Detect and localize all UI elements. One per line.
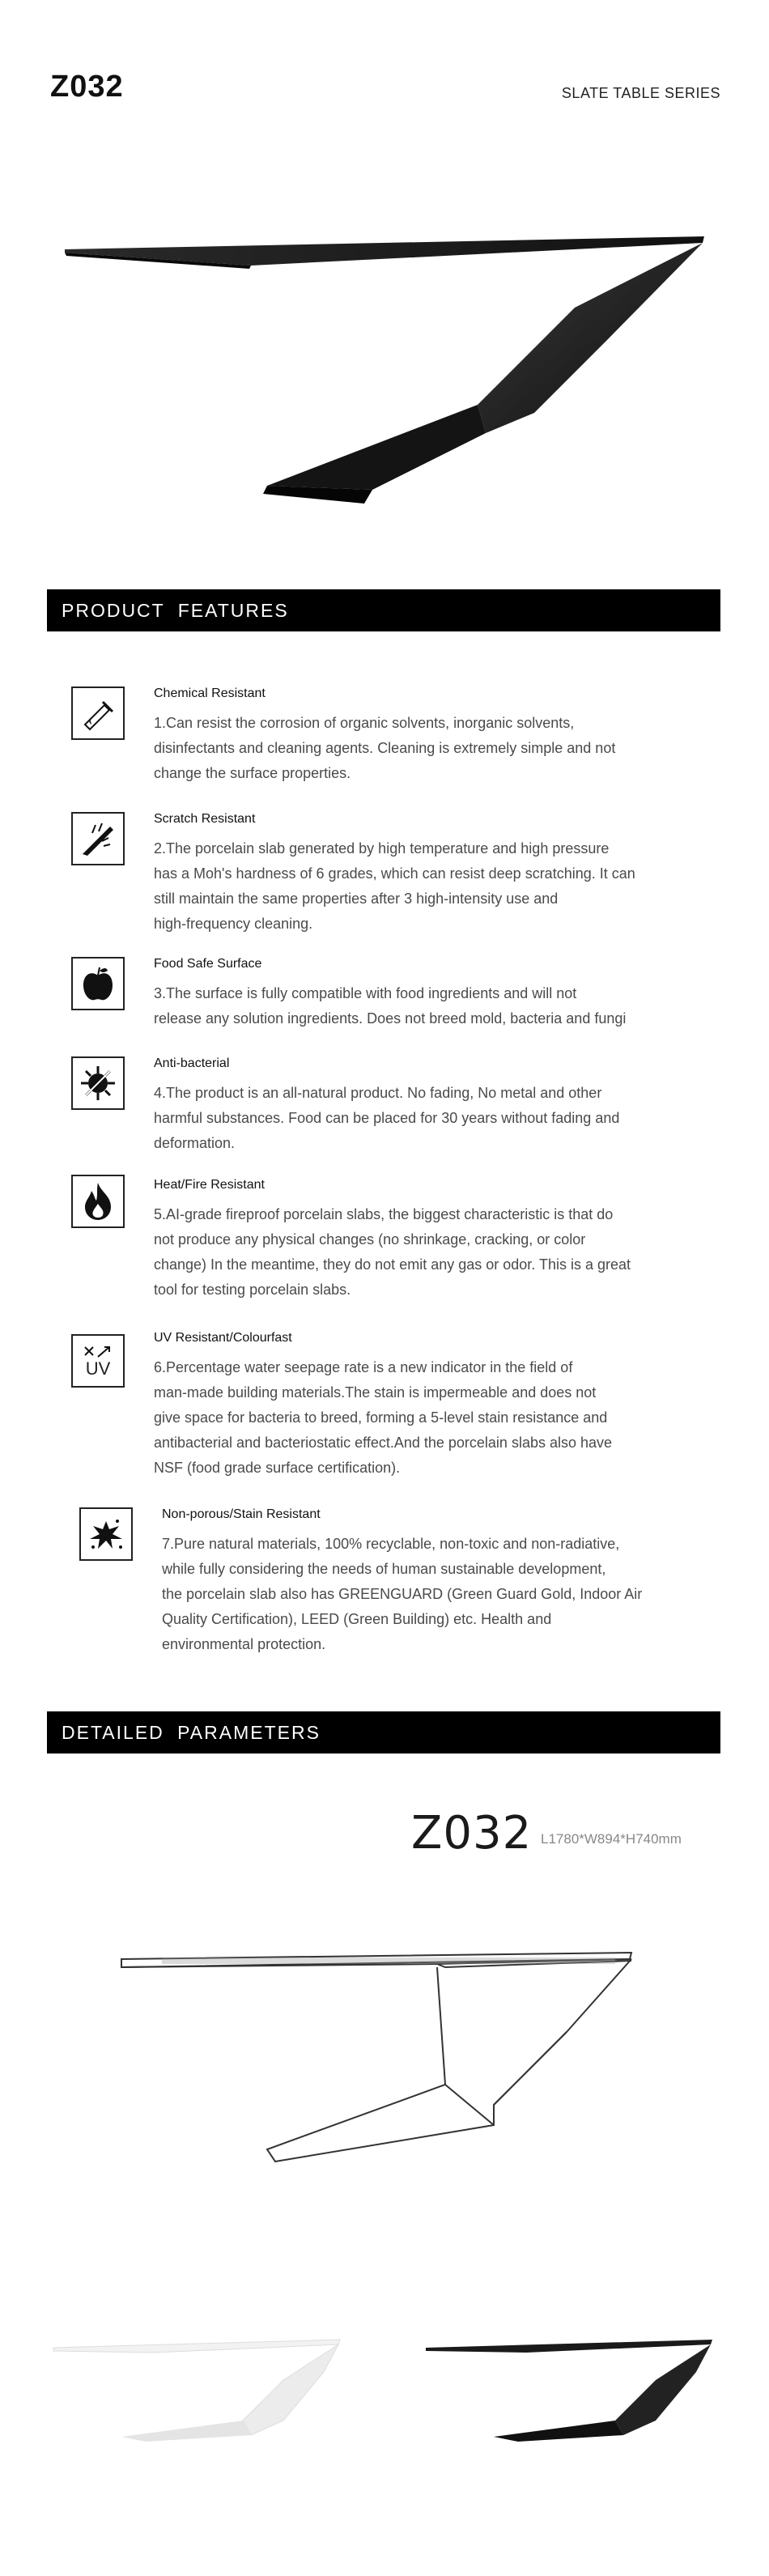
hero-table-image	[57, 219, 712, 518]
feature-stain-resistant	[79, 1507, 703, 1653]
feature-title: Scratch Resistant	[154, 812, 256, 826]
parameter-model-name: Z032	[411, 1807, 533, 1860]
feature-description: 2.The porcelain slab generated by high temperature and high pressure has a Moh's hardness of 6 grades, which can resist deep scratching. It can still maintain the same properties after 3 high-intensity use and high-frequency cleaning.	[154, 840, 635, 932]
bacteria-icon	[71, 1056, 125, 1110]
feature-description: 1.Can resist the corrosion of organic solvents, inorganic solvents, disinfectants and cleaning agents. Cleaning is extremely simple and not change the surface properties.	[154, 715, 616, 781]
detailed-parameters-header: DETAILED PARAMETERS	[47, 1711, 720, 1753]
feature-uv-resistant	[71, 1331, 695, 1477]
feature-title: Non-porous/Stain Resistant	[162, 1507, 321, 1521]
flame-icon	[71, 1175, 125, 1228]
feature-description: 6.Percentage water seepage rate is a new indicator in the field of man-made building materials.The stain is impermeable and does not give space for bacteria to breed, forming a 5-level stain resistance and antibacterial and bacteriostatic effect.And the porcelain slabs also have NSF (food grade surface certification).	[154, 1359, 613, 1476]
feature-scratch-resistant	[71, 812, 695, 933]
uv-icon: UV	[71, 1334, 125, 1388]
stain-icon	[79, 1507, 133, 1561]
table-line-drawing	[113, 1943, 664, 2170]
chemical-icon	[71, 687, 125, 740]
feature-description: 4.The product is an all-natural product. No fading, No metal and other harmful substances. Food can be placed for 30 years without fading and deformation.	[154, 1085, 620, 1151]
feature-anti-bacterial	[71, 1056, 695, 1154]
series-label: SLATE TABLE SERIES	[561, 85, 720, 101]
feature-title: Anti-bacterial	[154, 1056, 230, 1070]
feature-title: UV Resistant/Colourfast	[154, 1331, 292, 1345]
apple-icon	[71, 957, 125, 1010]
feature-title: Food Safe Surface	[154, 957, 262, 971]
white-table-image	[49, 2299, 348, 2445]
feature-title: Chemical Resistant	[154, 687, 266, 700]
feature-food-safe	[71, 957, 695, 1034]
feature-heat-resistant	[71, 1178, 695, 1299]
black-table-image	[421, 2299, 720, 2445]
feature-title: Heat/Fire Resistant	[154, 1178, 265, 1192]
feature-description: 5.AI-grade fireproof porcelain slabs, the biggest characteristic is that do not produce any physical changes (no shrinkage, cracking, or color change) In the meantime, they do not emit any gas or odor. This is a great tool for testing porcelain slabs.	[154, 1206, 631, 1298]
product-model-title: Z032	[50, 70, 124, 104]
feature-description: 3.The surface is fully compatible with food ingredients and will not release any solution ingredients. Does not breed mold, bacteria and fungi	[154, 985, 627, 1027]
dimensions-label: L1780*W894*H740mm	[541, 1831, 682, 1847]
feature-description: 7.Pure natural materials, 100% recyclable, non-toxic and non-radiative, while fully considering the needs of human sustainable development, the porcelain slab also has GREENGUARD (Green Guard Gold, Indoor Air Quality Certification), LEED (Green Building) etc. Health and environmental protection.	[162, 1536, 643, 1652]
product-features-header: PRODUCT FEATURES	[47, 589, 720, 631]
scratch-icon	[71, 812, 125, 865]
feature-chemical-resistant	[71, 687, 695, 784]
